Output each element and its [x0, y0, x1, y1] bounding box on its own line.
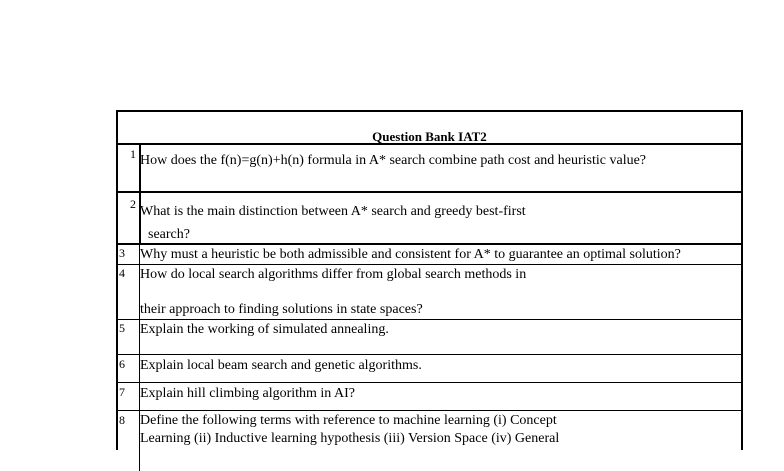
table-row — [118, 320, 741, 355]
question-bank-table — [116, 110, 743, 450]
question-text: Explain local beam search and genetic algorithms. — [140, 358, 422, 373]
question-number: 4 — [119, 266, 125, 280]
question-number: 8 — [119, 413, 125, 427]
table-row — [118, 265, 741, 320]
question-text-cont: search? — [148, 227, 190, 242]
question-text: How do local search algorithms differ from global search methods in — [140, 267, 527, 282]
question-number: 5 — [119, 321, 125, 335]
question-text: How does the f(n)=g(n)+h(n) formula in A* search combine path cost and heuristic value? — [140, 153, 647, 168]
question-text-cont: their approach to finding solutions in state spaces? — [140, 302, 423, 317]
table-row — [118, 245, 741, 265]
table-row — [118, 193, 741, 245]
table-row — [118, 383, 741, 411]
table-row — [118, 355, 741, 383]
question-text: Explain hill climbing algorithm in AI? — [140, 386, 356, 401]
question-text-cont: Learning (ii) Inductive learning hypothesis (iii) Version Space (iv) General — [140, 431, 560, 446]
question-number: 2 — [130, 197, 136, 211]
document-title: Question Bank IAT2 — [372, 129, 487, 144]
question-number: 6 — [119, 357, 125, 371]
question-text: Define the following terms with reference to machine learning (i) Concept — [140, 413, 557, 428]
question-text: Explain the working of simulated annealing. — [140, 322, 389, 337]
question-number: 1 — [130, 147, 136, 161]
question-text: What is the main distinction between A* search and greedy best-first — [140, 204, 526, 219]
question-number: 7 — [119, 385, 125, 399]
question-text: Why must a heuristic be both admissible and consistent for A* to guarantee an optimal solution? — [140, 247, 681, 262]
question-number: 3 — [119, 246, 125, 260]
table-row — [118, 145, 741, 193]
table-row — [118, 411, 741, 471]
table-header-row — [118, 112, 741, 145]
